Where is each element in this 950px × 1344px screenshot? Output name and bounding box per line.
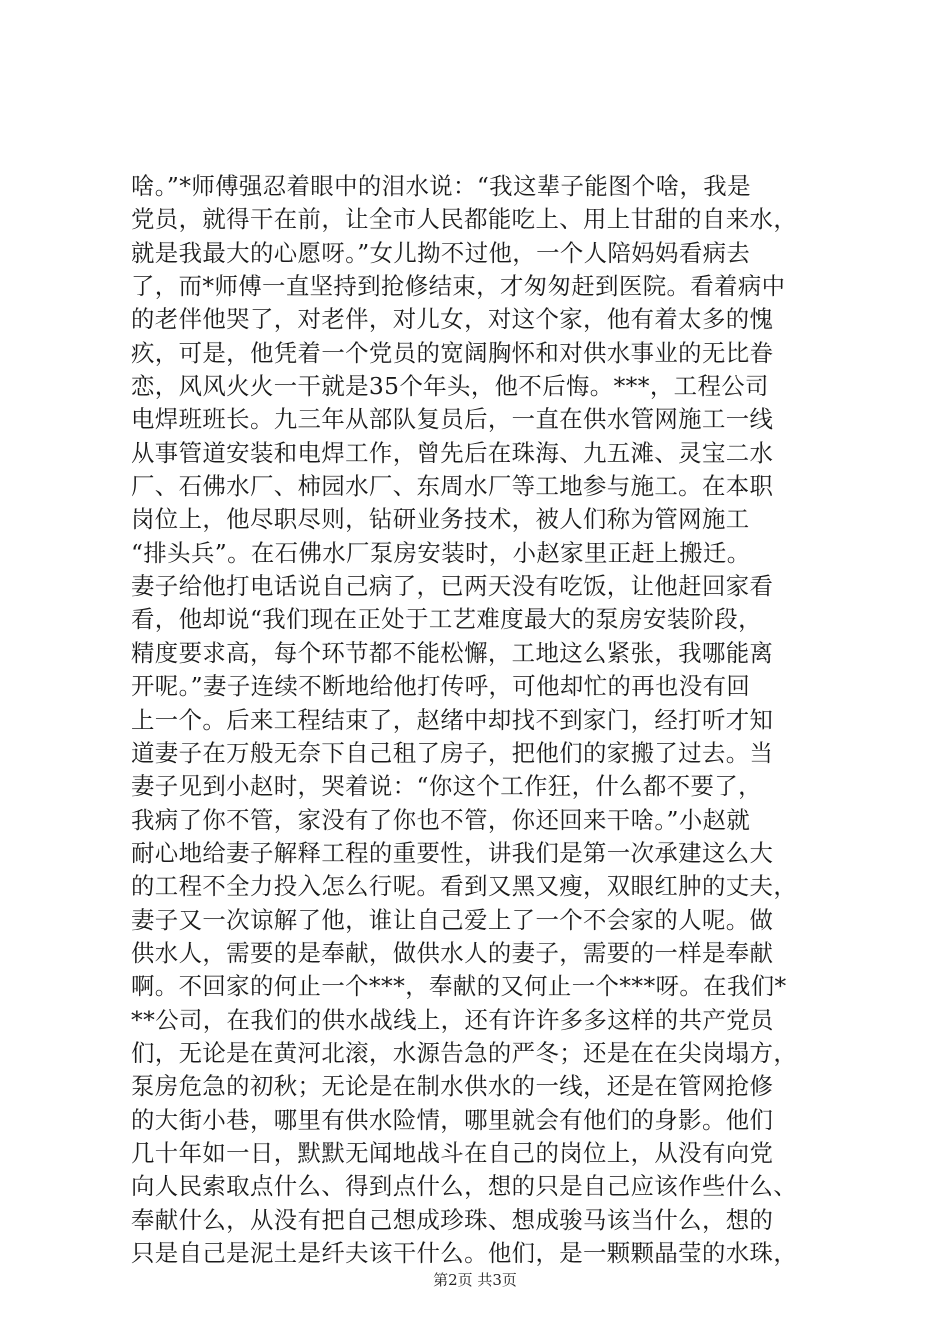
text-line: **公司，在我们的供水战线上，还有许许多多这样的共产党员 <box>131 1005 774 1034</box>
text-line: 岗位上，他尽职尽则，钻研业务技术，被人们称为管网施工 <box>131 505 750 534</box>
text-line: 啊。不回家的何止一个***，奉献的又何止一个***呀。在我们* <box>131 972 787 1001</box>
text-line: 的大街小巷，哪里有供水险情，哪里就会有他们的身影。他们 <box>131 1105 774 1134</box>
text-line: 开呢。”妻子连续不断地给他打传呼，可他却忙的再也没有回 <box>131 672 751 701</box>
text-line: 向人民索取点什么、得到点什么，想的只是自己应该作些什么、 <box>131 1172 798 1201</box>
text-line: 妻子给他打电话说自己病了，已两天没有吃饭，让他赶回家看 <box>131 572 774 601</box>
text-line: 党员，就得干在前，让全市人民都能吃上、用上甘甜的自来水， <box>131 205 798 234</box>
text-line: 只是自己是泥土是纤夫该干什么。他们，是一颗颗晶莹的水珠， <box>131 1239 798 1267</box>
text-line: 疚，可是，他凭着一个党员的宽阔胸怀和对供水事业的无比眷 <box>131 338 774 367</box>
text-line: 啥。”*师傅强忍着眼中的泪水说：“我这辈子能图个啥，我是 <box>131 172 751 200</box>
text-line: 道妻子在万般无奈下自己租了房子，把他们的家搬了过去。当 <box>131 738 774 767</box>
text-line: 电焊班班长。九三年从部队复员后，一直在供水管网施工一线 <box>131 405 774 434</box>
text-line: 从事管道安装和电焊工作，曾先后在珠海、九五滩、灵宝二水 <box>131 438 774 467</box>
text-line: 厂、石佛水厂、柿园水厂、东周水厂等工地参与施工。在本职 <box>131 472 774 501</box>
text-line: 妻子见到小赵时，哭着说：“你这个工作狂，什么都不要了， <box>131 772 762 801</box>
text-line: 看，他却说“我们现在正处于工艺难度最大的泵房安装阶段， <box>131 605 762 634</box>
text-line: 耐心地给妻子解释工程的重要性，讲我们是第一次承建这么大 <box>131 838 774 867</box>
text-line: 恋，风风火火一干就是35个年头，他不后悔。***，工程公司 <box>131 372 769 401</box>
text-line: 我病了你不管，家没有了你也不管，你还回来干啥。”小赵就 <box>131 805 751 834</box>
text-line: 就是我最大的心愿呀。”女儿拗不过他，一个人陪妈妈看病去 <box>131 238 751 267</box>
text-line: 供水人，需要的是奉献，做供水人的妻子，需要的一样是奉献 <box>131 938 774 967</box>
text-line: 精度要求高，每个环节都不能松懈，工地这么紧张，我哪能离 <box>131 638 774 667</box>
text-line: “排头兵”。在石佛水厂泵房安装时，小赵家里正赶上搬迁。 <box>131 538 751 567</box>
text-line: 几十年如一日，默默无闻地战斗在自己的岗位上，从没有向党 <box>131 1138 774 1167</box>
text-line: 奉献什么，从没有把自己想成珍珠、想成骏马该当什么，想的 <box>131 1205 774 1234</box>
text-line: 了，而*师傅一直坚持到抢修结束，才匆匆赶到医院。看着病中 <box>131 272 786 301</box>
body-text <box>131 170 831 1270</box>
text-line: 妻子又一次谅解了他，谁让自己爱上了一个不会家的人呢。做 <box>131 905 774 934</box>
page-footer: 第2页 共3页 <box>433 1271 517 1289</box>
text-line: 泵房危急的初秋；无论是在制水供水的一线，还是在管网抢修 <box>131 1072 774 1101</box>
text-line: 的老伴他哭了，对老伴，对儿女，对这个家，他有着太多的愧 <box>131 305 774 334</box>
text-line: 们，无论是在黄河北滚，水源告急的严冬；还是在在尖岗塌方， <box>131 1038 798 1067</box>
text-line: 的工程不全力投入怎么行呢。看到又黑又瘦，双眼红肿的丈夫， <box>131 872 798 901</box>
text-line: 上一个。后来工程结束了，赵绪中却找不到家门，经打听才知 <box>131 705 774 734</box>
